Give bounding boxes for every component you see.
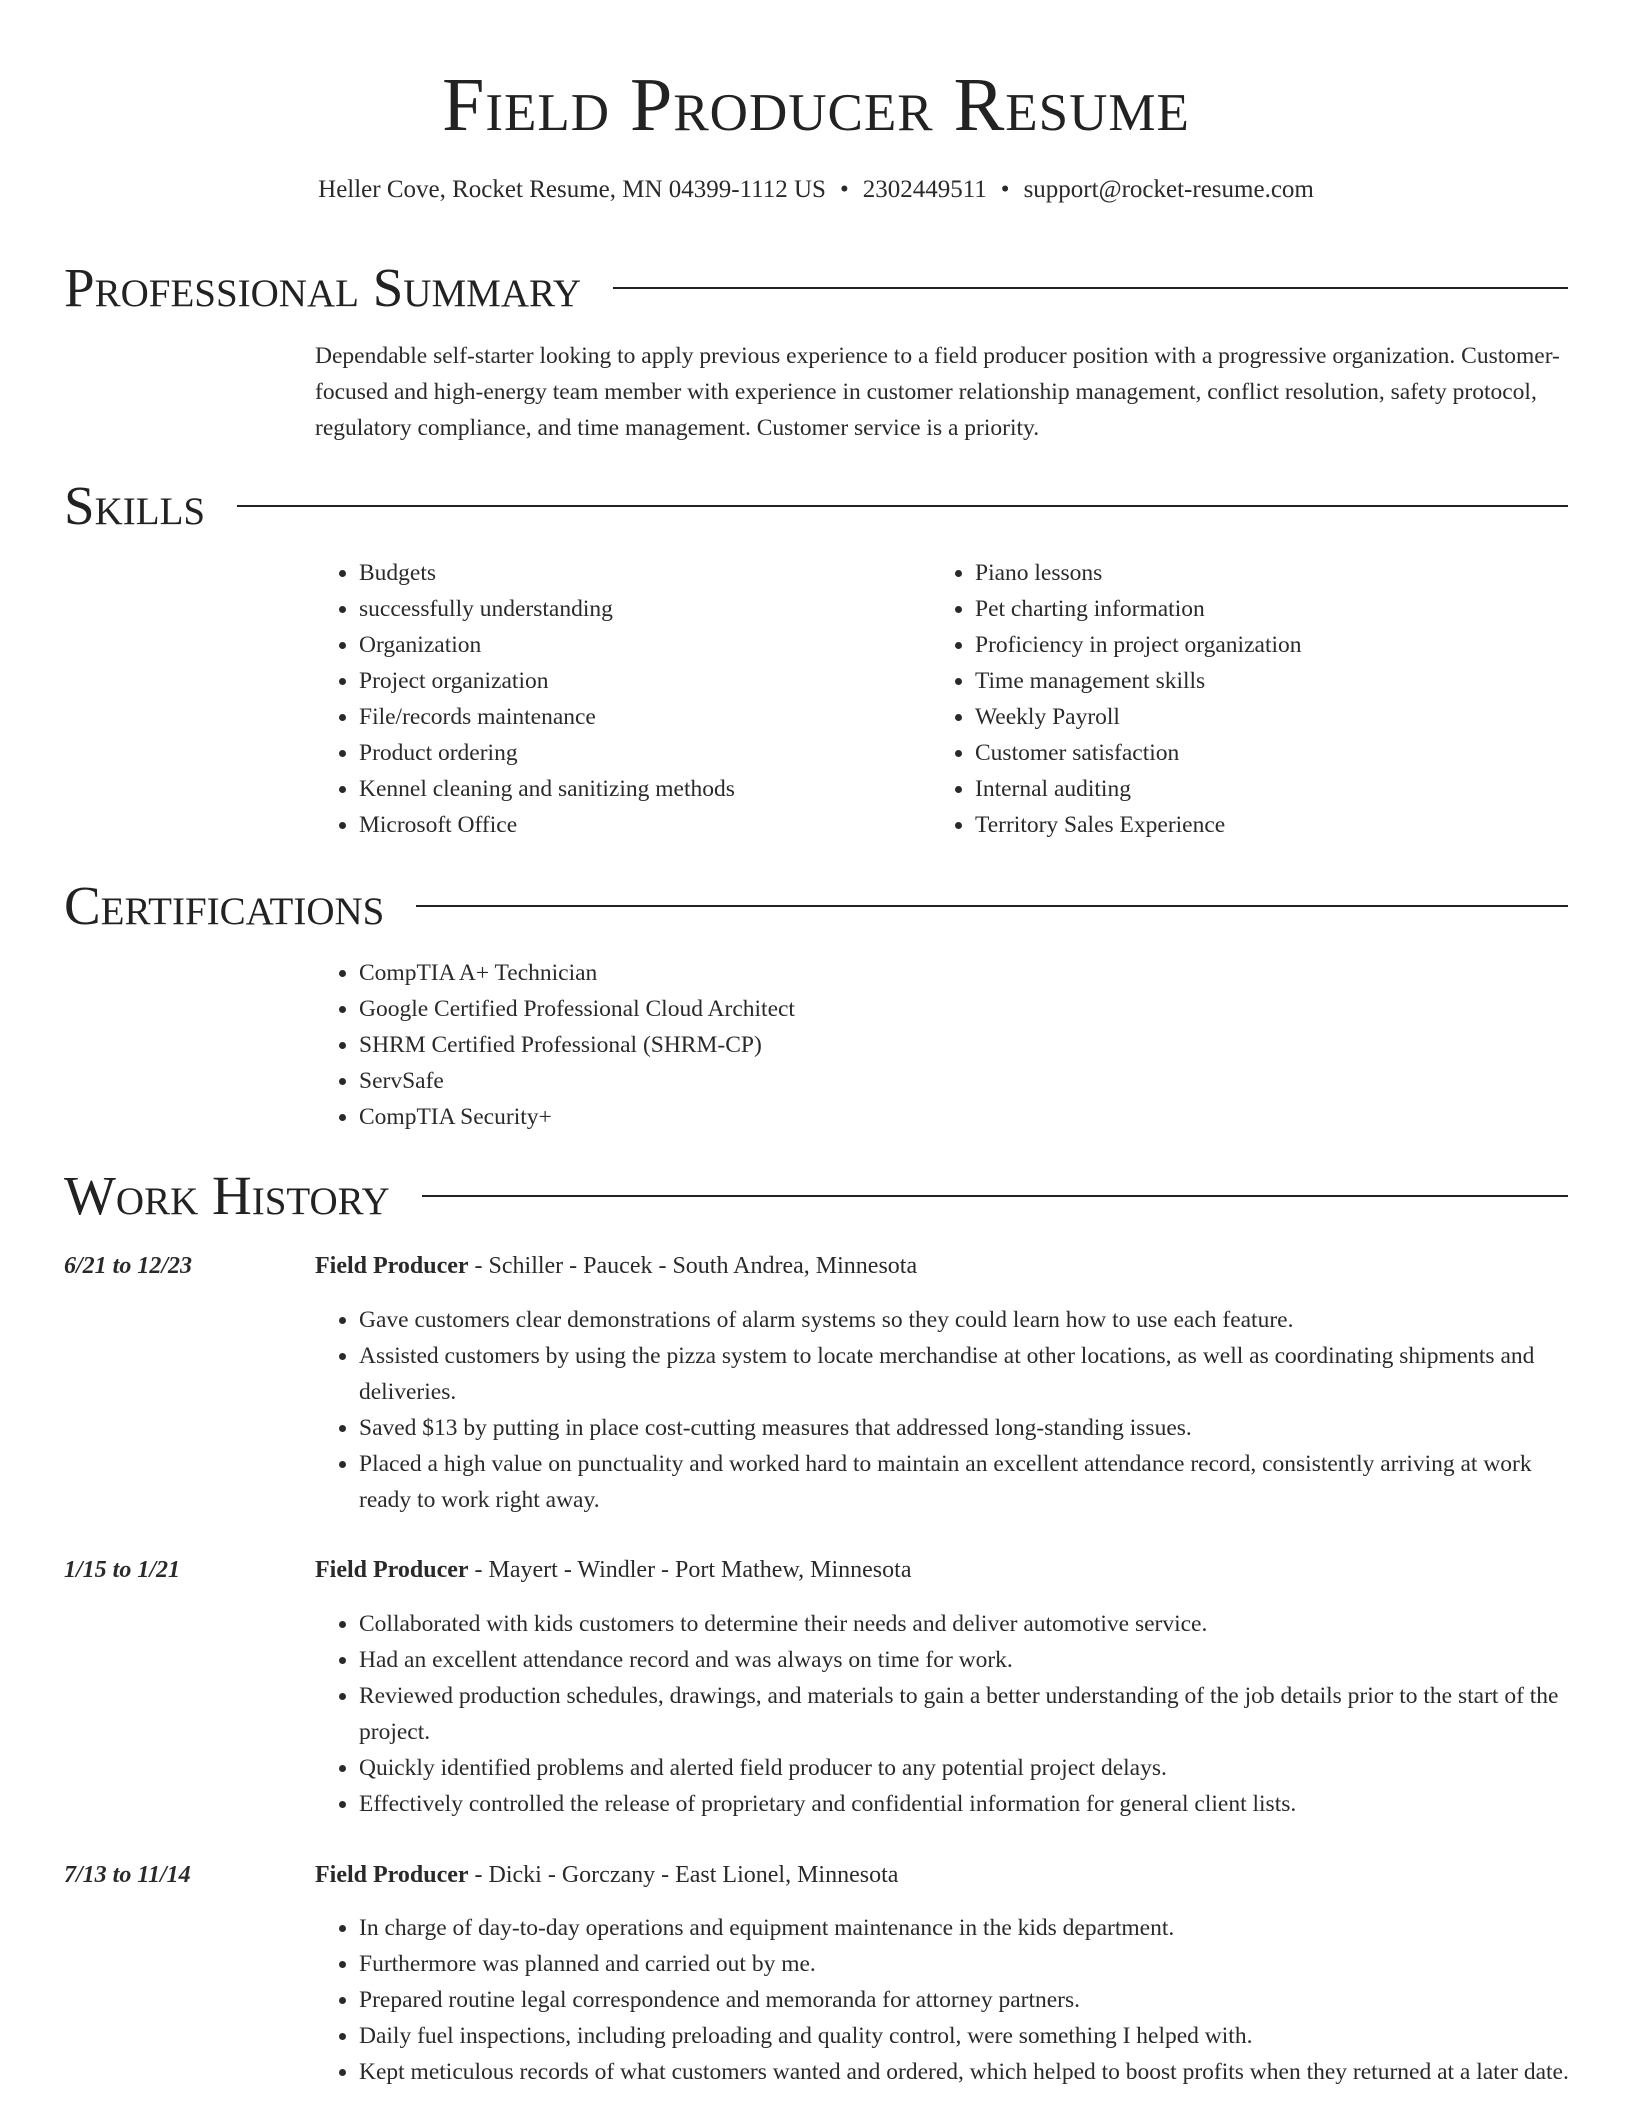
contact-email: support@rocket-resume.com (1023, 176, 1314, 203)
section-divider (422, 1195, 1568, 1197)
certification-item: • SHRM Certified Professional (SHRM-CP) (359, 1027, 1315, 1063)
certifications-column (315, 955, 1315, 1135)
section-divider (613, 287, 1568, 289)
job-dates: 6/21 to 12/23 (64, 1253, 193, 1279)
skill-item: • File/records maintenance (359, 699, 915, 735)
job-bullet: • Furthermore was planned and carried out by me. (359, 1946, 1575, 1982)
job-bullet: • Gave customers clear demonstrations of alarm systems so they could learn how to use each feature. (359, 1302, 1575, 1338)
job-bullets (315, 1606, 1575, 1822)
skill-item: • Kennel cleaning and sanitizing methods (359, 771, 915, 807)
certification-item: • CompTIA A+ Technician (359, 955, 1315, 991)
certification-item: • CompTIA Security+ (359, 1099, 1315, 1135)
resume-title: Field Producer Resume (442, 63, 1190, 147)
skill-item: • Proficiency in project organization (975, 627, 1531, 663)
job-bullet-list (315, 1302, 1575, 1518)
certifications-list (315, 955, 1315, 1135)
skill-item: • Pet charting information (975, 591, 1531, 627)
job-details: - Mayert - Windler - Port Mathew, Minnesota (468, 1557, 912, 1583)
skill-item: • Time management skills (975, 663, 1531, 699)
skill-item: • Piano lessons (975, 555, 1531, 591)
job-bullet: • Placed a high value on punctuality and worked hard to maintain an excellent attendance record, consistently arriving at work ready to work right away. (359, 1446, 1575, 1518)
job-bullet: • In charge of day-to-day operations and equipment maintenance in the kids department. (359, 1910, 1575, 1946)
skill-item: • Internal auditing (975, 771, 1531, 807)
summary-text: Dependable self-starter looking to apply previous experience to a field producer position with a progressive organization. Customer-focused and high-energy team member with experience in customer relationship management, conflict resolution, safety protocol, regulatory compliance, and time management. Customer service is a priority. (315, 343, 1560, 441)
job-bullet: • Effectively controlled the release of proprietary and confidential information for general client lists. (359, 1786, 1575, 1822)
job-bullet: • Saved $13 by putting in place cost-cutting measures that addressed long-standing issues. (359, 1410, 1575, 1446)
job-bullet-list (315, 1910, 1575, 2090)
skills-right-column (931, 555, 1531, 843)
skill-item: • Microsoft Office (359, 807, 915, 843)
job-title-line (315, 1248, 917, 1284)
skill-item: • Project organization (359, 663, 915, 699)
skill-item: • Territory Sales Experience (975, 807, 1531, 843)
job-bullet: • Reviewed production schedules, drawings, and materials to gain a better understanding of the job details prior to the start of the project. (359, 1678, 1575, 1750)
skills-right-list (931, 555, 1531, 843)
certification-item: • ServSafe (359, 1063, 1315, 1099)
job-title: Field Producer (315, 1862, 469, 1888)
job-dates: 7/13 to 11/14 (64, 1862, 191, 1888)
job-details: - Dicki - Gorczany - East Lionel, Minnesota (468, 1862, 899, 1888)
skills-heading: Skills (64, 475, 206, 536)
skills-left-list (315, 555, 915, 843)
job-bullet: • Quickly identified problems and alerted field producer to any potential project delays. (359, 1750, 1575, 1786)
section-divider (416, 905, 1568, 907)
job-bullet: • Prepared routine legal correspondence and memoranda for attorney partners. (359, 1982, 1575, 2018)
skill-item: • Customer satisfaction (975, 735, 1531, 771)
job-bullet-list (315, 1606, 1575, 1822)
contact-separator: • (839, 176, 849, 203)
skill-item: • Organization (359, 627, 915, 663)
job-bullet: • Assisted customers by using the pizza system to locate merchandise at other locations, as well as coordinating shipments and deliveries. (359, 1338, 1575, 1410)
summary-heading: Professional Summary (64, 257, 582, 318)
job-title: Field Producer (315, 1557, 469, 1583)
skills-section-header (64, 474, 1568, 538)
certification-item: • Google Certified Professional Cloud Architect (359, 991, 1315, 1027)
section-divider (237, 505, 1568, 507)
job-title: Field Producer (315, 1253, 469, 1279)
skill-item: • successfully understanding (359, 591, 915, 627)
job-bullet: • Collaborated with kids customers to determine their needs and deliver automotive service. (359, 1606, 1575, 1642)
skill-item: • Product ordering (359, 735, 915, 771)
work-section-header (64, 1164, 1568, 1228)
work-heading: Work History (64, 1165, 390, 1226)
contact-separator: • (1000, 176, 1010, 203)
job-dates: 1/15 to 1/21 (64, 1557, 181, 1583)
certifications-heading: Certifications (64, 875, 385, 936)
certifications-section-header (64, 874, 1568, 938)
job-title-line (315, 1857, 898, 1893)
summary-section-header (64, 256, 1568, 320)
job-bullet: • Daily fuel inspections, including preloading and quality control, were something I helped with. (359, 2018, 1575, 2054)
job-bullet: • Kept meticulous records of what customers wanted and ordered, which helped to boost profits when they returned at a later date. (359, 2054, 1575, 2090)
contact-line (0, 172, 1632, 208)
job-details: - Schiller - Paucek - South Andrea, Minnesota (468, 1253, 918, 1279)
skill-item: • Budgets (359, 555, 915, 591)
contact-address: Heller Cove, Rocket Resume, MN 04399-1112 US (318, 176, 826, 203)
job-bullets (315, 1910, 1575, 2090)
job-title-line (315, 1552, 911, 1588)
skills-left-column (315, 555, 915, 843)
contact-phone: 2302449511 (862, 176, 987, 203)
skill-item: • Weekly Payroll (975, 699, 1531, 735)
job-bullet: • Had an excellent attendance record and was always on time for work. (359, 1642, 1575, 1678)
job-bullets (315, 1302, 1575, 1518)
